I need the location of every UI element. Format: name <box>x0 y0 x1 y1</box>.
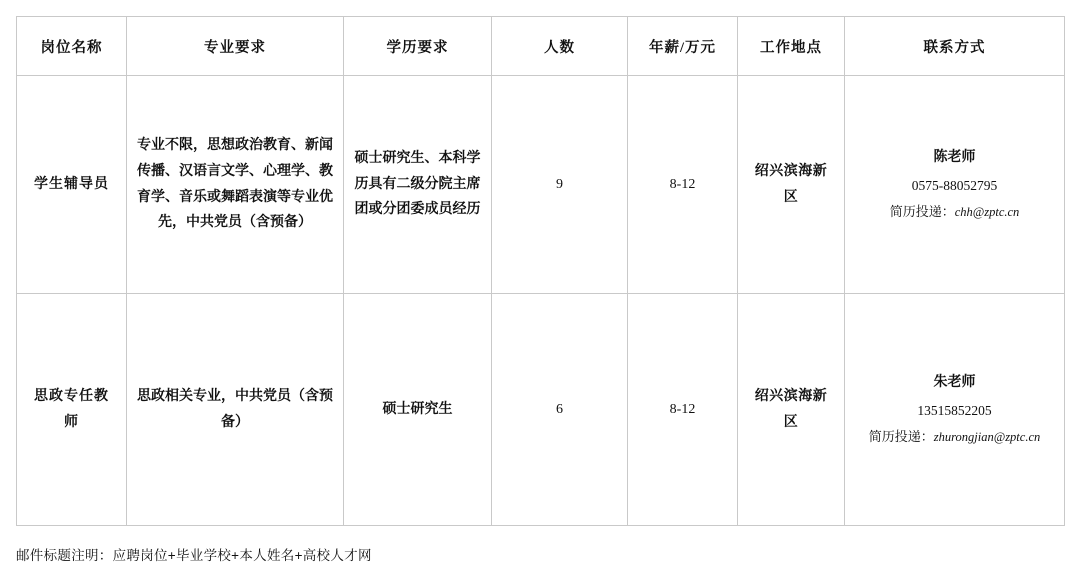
column-header-degree: 学历要求 <box>344 17 492 76</box>
column-header-salary: 年薪/万元 <box>628 17 738 76</box>
contact-phone: 0575-88052795 <box>911 178 998 193</box>
contact-email-address[interactable]: zhurongjian@zptc.cn <box>933 430 1041 444</box>
contact-block <box>855 369 1054 450</box>
cell-number: 9 <box>492 76 628 294</box>
column-header-post: 岗位名称 <box>17 17 127 76</box>
table-header <box>17 17 1065 76</box>
table-body <box>17 76 1065 526</box>
column-header-number: 人数 <box>492 17 628 76</box>
contact-email-address[interactable]: chh@zptc.cn <box>954 205 1020 219</box>
contact-block <box>855 144 1054 225</box>
cell-degree: 硕士研究生 <box>344 294 492 526</box>
cell-salary: 8-12 <box>628 76 738 294</box>
contact-phone: 13515852205 <box>917 403 992 418</box>
cell-salary: 8-12 <box>628 294 738 526</box>
cell-location: 绍兴滨海新区 <box>738 76 845 294</box>
contact-email-line <box>855 424 1054 450</box>
contact-email-line <box>855 199 1054 225</box>
document-page <box>0 16 1080 585</box>
cell-number: 6 <box>492 294 628 526</box>
contact-email-label: 简历投递： <box>889 204 955 219</box>
table-header-row <box>17 17 1065 76</box>
cell-degree: 硕士研究生、本科学历具有二级分院主席团或分团委成员经历 <box>344 76 492 294</box>
table-row <box>17 76 1065 294</box>
column-header-location: 工作地点 <box>738 17 845 76</box>
cell-location: 绍兴滨海新区 <box>738 294 845 526</box>
table-row <box>17 294 1065 526</box>
column-header-contact: 联系方式 <box>845 17 1065 76</box>
cell-major: 专业不限，思想政治教育、新闻传播、汉语言文学、心理学、教育学、音乐或舞蹈表演等专业优先，中共党员（含预备） <box>127 76 344 294</box>
contact-name: 陈老师 <box>933 150 976 165</box>
cell-post: 学生辅导员 <box>17 76 127 294</box>
cell-major: 思政相关专业，中共党员（含预备） <box>127 294 344 526</box>
cell-contact <box>845 294 1065 526</box>
job-listing-table <box>16 16 1065 526</box>
footnote: 邮件标题注明：应聘岗位+毕业学校+本人姓名+高校人才网 <box>16 548 372 563</box>
column-header-major: 专业要求 <box>127 17 344 76</box>
contact-name: 朱老师 <box>933 375 976 390</box>
contact-email-label: 简历投递： <box>868 429 934 444</box>
cell-contact <box>845 76 1065 294</box>
cell-post: 思政专任教师 <box>17 294 127 526</box>
